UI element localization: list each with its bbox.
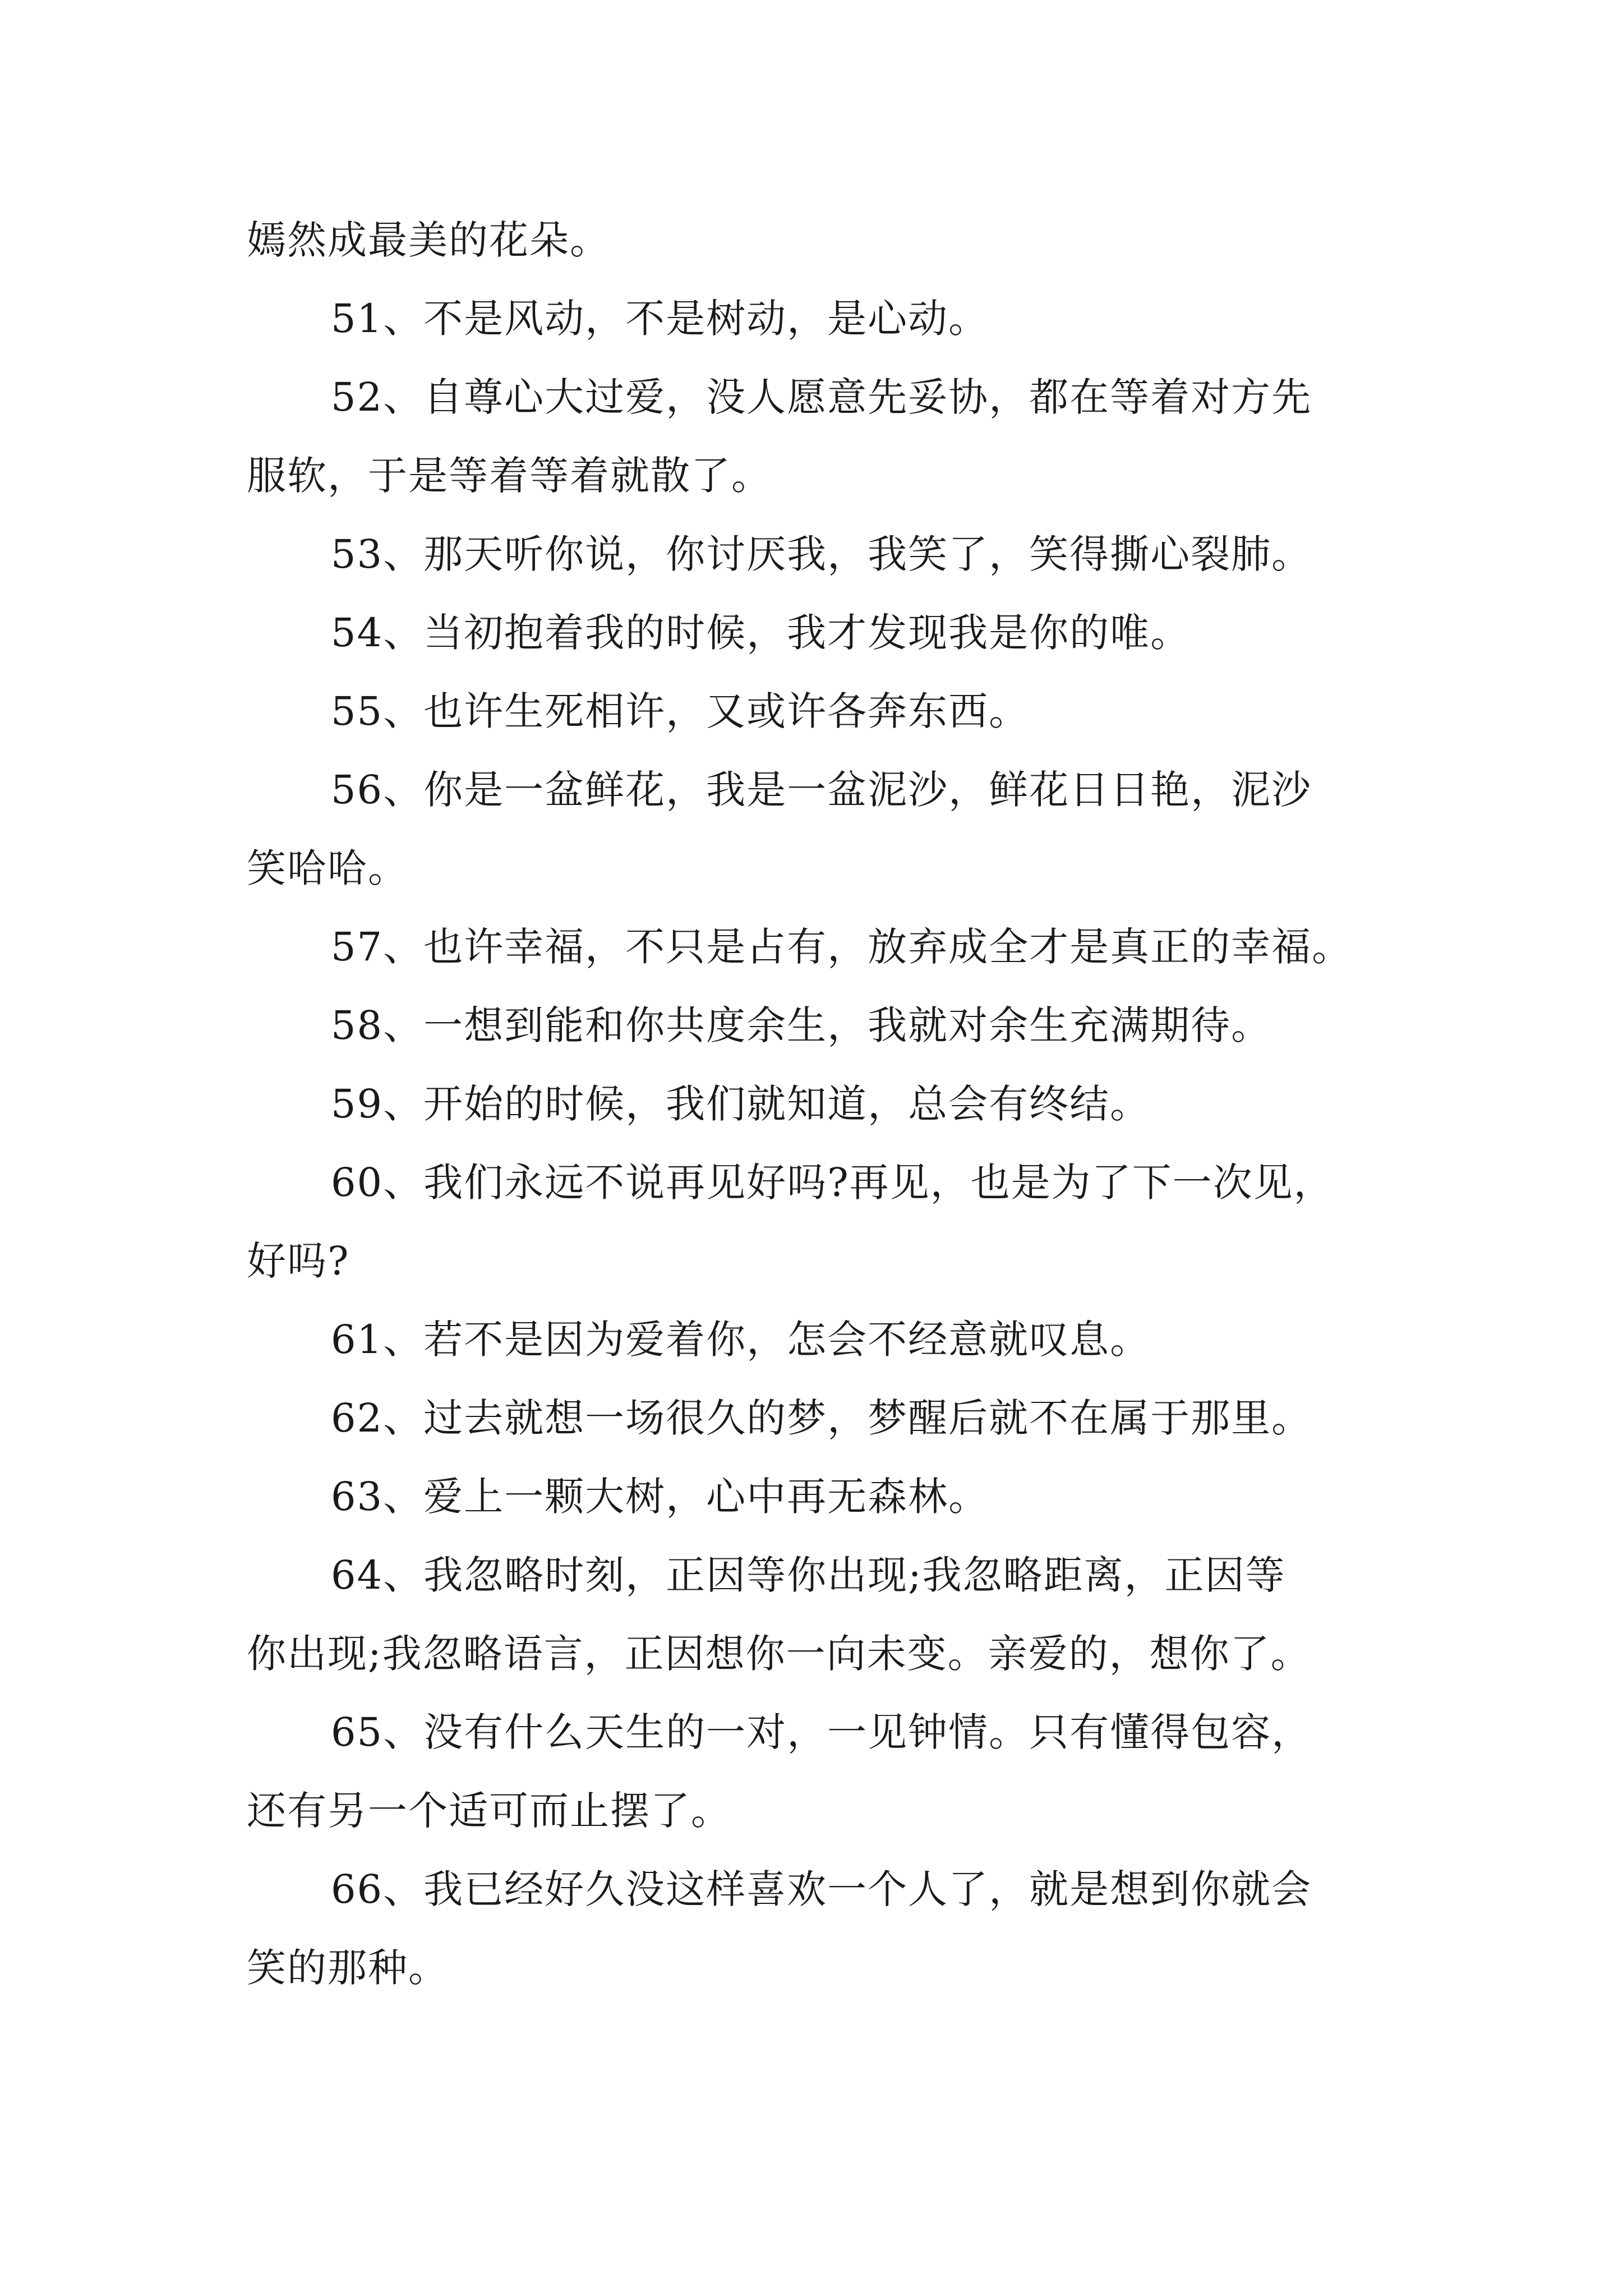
text-line: 58、一想到能和你共度余生，我就对余生充满期待。 (331, 1002, 1272, 1048)
text-line: 55、也许生死相许，又或许各奔东西。 (331, 688, 1030, 734)
text-line: 你出现;我忽略语言，正因想你一向未变。亲爱的，想你了。 (247, 1631, 1311, 1677)
text-line: 服软，于是等着等着就散了。 (247, 453, 772, 499)
text-line: 60、我们永远不说再见好吗?再见，也是为了下一次见， (331, 1159, 1334, 1205)
text-line: 笑的那种。 (247, 1945, 449, 1991)
text-line: 63、爱上一颗大树，心中再无森林。 (331, 1474, 989, 1520)
text-line: 65、没有什么天生的一对，一见钟情。只有懂得包容， (331, 1709, 1312, 1755)
text-line: 56、你是一盆鲜花，我是一盆泥沙，鲜花日日艳，泥沙 (331, 767, 1312, 813)
text-line: 还有另一个适可而止摆了。 (247, 1788, 731, 1834)
text-line: 嫣然成最美的花朵。 (247, 217, 610, 263)
text-line: 59、开始的时候，我们就知道，总会有终结。 (331, 1081, 1151, 1127)
text-line: 好吗? (247, 1238, 350, 1284)
text-line: 51、不是风动，不是树动，是心动。 (331, 296, 989, 342)
text-line: 62、过去就想一场很久的梦，梦醒后就不在属于那里。 (331, 1395, 1312, 1441)
text-line: 54、当初抱着我的时候，我才发现我是你的唯。 (331, 610, 1191, 656)
text-line: 53、那天听你说，你讨厌我，我笑了，笑得撕心裂肺。 (331, 531, 1312, 577)
text-line: 64、我忽略时刻，正因等你出现;我忽略距离，正因等 (331, 1552, 1286, 1598)
text-line: 52、自尊心大过爱，没人愿意先妥协，都在等着对方先 (331, 374, 1312, 420)
text-line: 57、也许幸福，不只是占有，放弃成全才是真正的幸福。 (331, 924, 1353, 970)
text-line: 66、我已经好久没这样喜欢一个人了，就是想到你就会 (331, 1866, 1312, 1912)
text-line: 笑哈哈。 (247, 845, 408, 891)
text-line: 61、若不是因为爱着你，怎会不经意就叹息。 (331, 1317, 1151, 1363)
